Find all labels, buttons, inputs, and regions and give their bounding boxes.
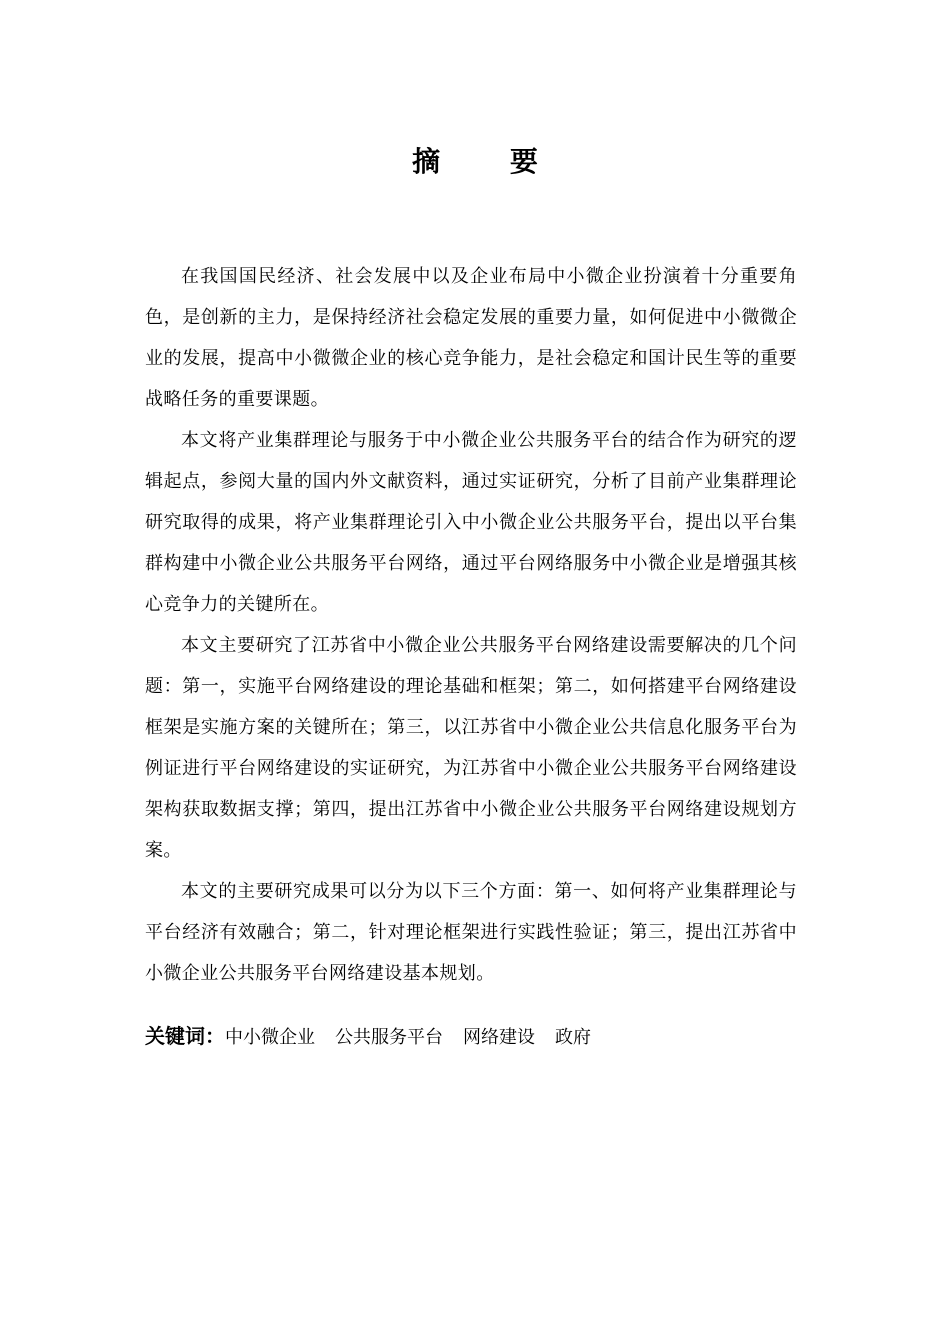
keywords-line <box>145 1018 797 1056</box>
paragraph-1: 在我国国民经济、社会发展中以及企业布局中小微企业扮演着十分重要角色，是创新的主力，是保持经济社会稳定发展的重要力量，如何促进中小微微企业的发展，提高中小微微企业的核心竞争能力，是社会稳定和国计民生等的重要战略任务的重要课题。 <box>145 266 797 410</box>
paragraph-2: 本文将产业集群理论与服务于中小微企业公共服务平台的结合作为研究的逻辑起点，参阅大量的国内外文献资料，通过实证研究，分析了目前产业集群理论研究取得的成果，将产业集群理论引入中小微企业公共服务平台，提出以平台集群构建中小微企业公共服务平台网络，通过平台网络服务中小微企业是增强其核心竞争力的关键所在。 <box>145 430 797 615</box>
keyword-item: 网络建设 <box>463 1027 535 1048</box>
keywords-label: 关键词： <box>145 1024 225 1048</box>
abstract-body <box>145 256 797 994</box>
paragraph-4: 本文的主要研究成果可以分为以下三个方面：第一、如何将产业集群理论与平台经济有效融合；第二，针对理论框架进行实践性验证；第三，提出江苏省中小微企业公共服务平台网络建设基本规划。 <box>145 881 797 984</box>
keyword-item: 中小微企业 <box>225 1027 315 1048</box>
paragraph-3: 本文主要研究了江苏省中小微企业公共服务平台网络建设需要解决的几个问题：第一，实施平台网络建设的理论基础和框架；第二，如何搭建平台网络建设框架是实施方案的关键所在；第三，以江苏省中小微企业公共信息化服务平台为例证进行平台网络建设的实证研究，为江苏省中小微企业公共服务平台网络建设架构获取数据支撑；第四，提出江苏省中小微企业公共服务平台网络建设规划方案。 <box>145 635 797 861</box>
page-title: 摘 要 <box>412 145 568 178</box>
keyword-item: 公共服务平台 <box>335 1027 443 1048</box>
keyword-item: 政府 <box>555 1027 591 1048</box>
